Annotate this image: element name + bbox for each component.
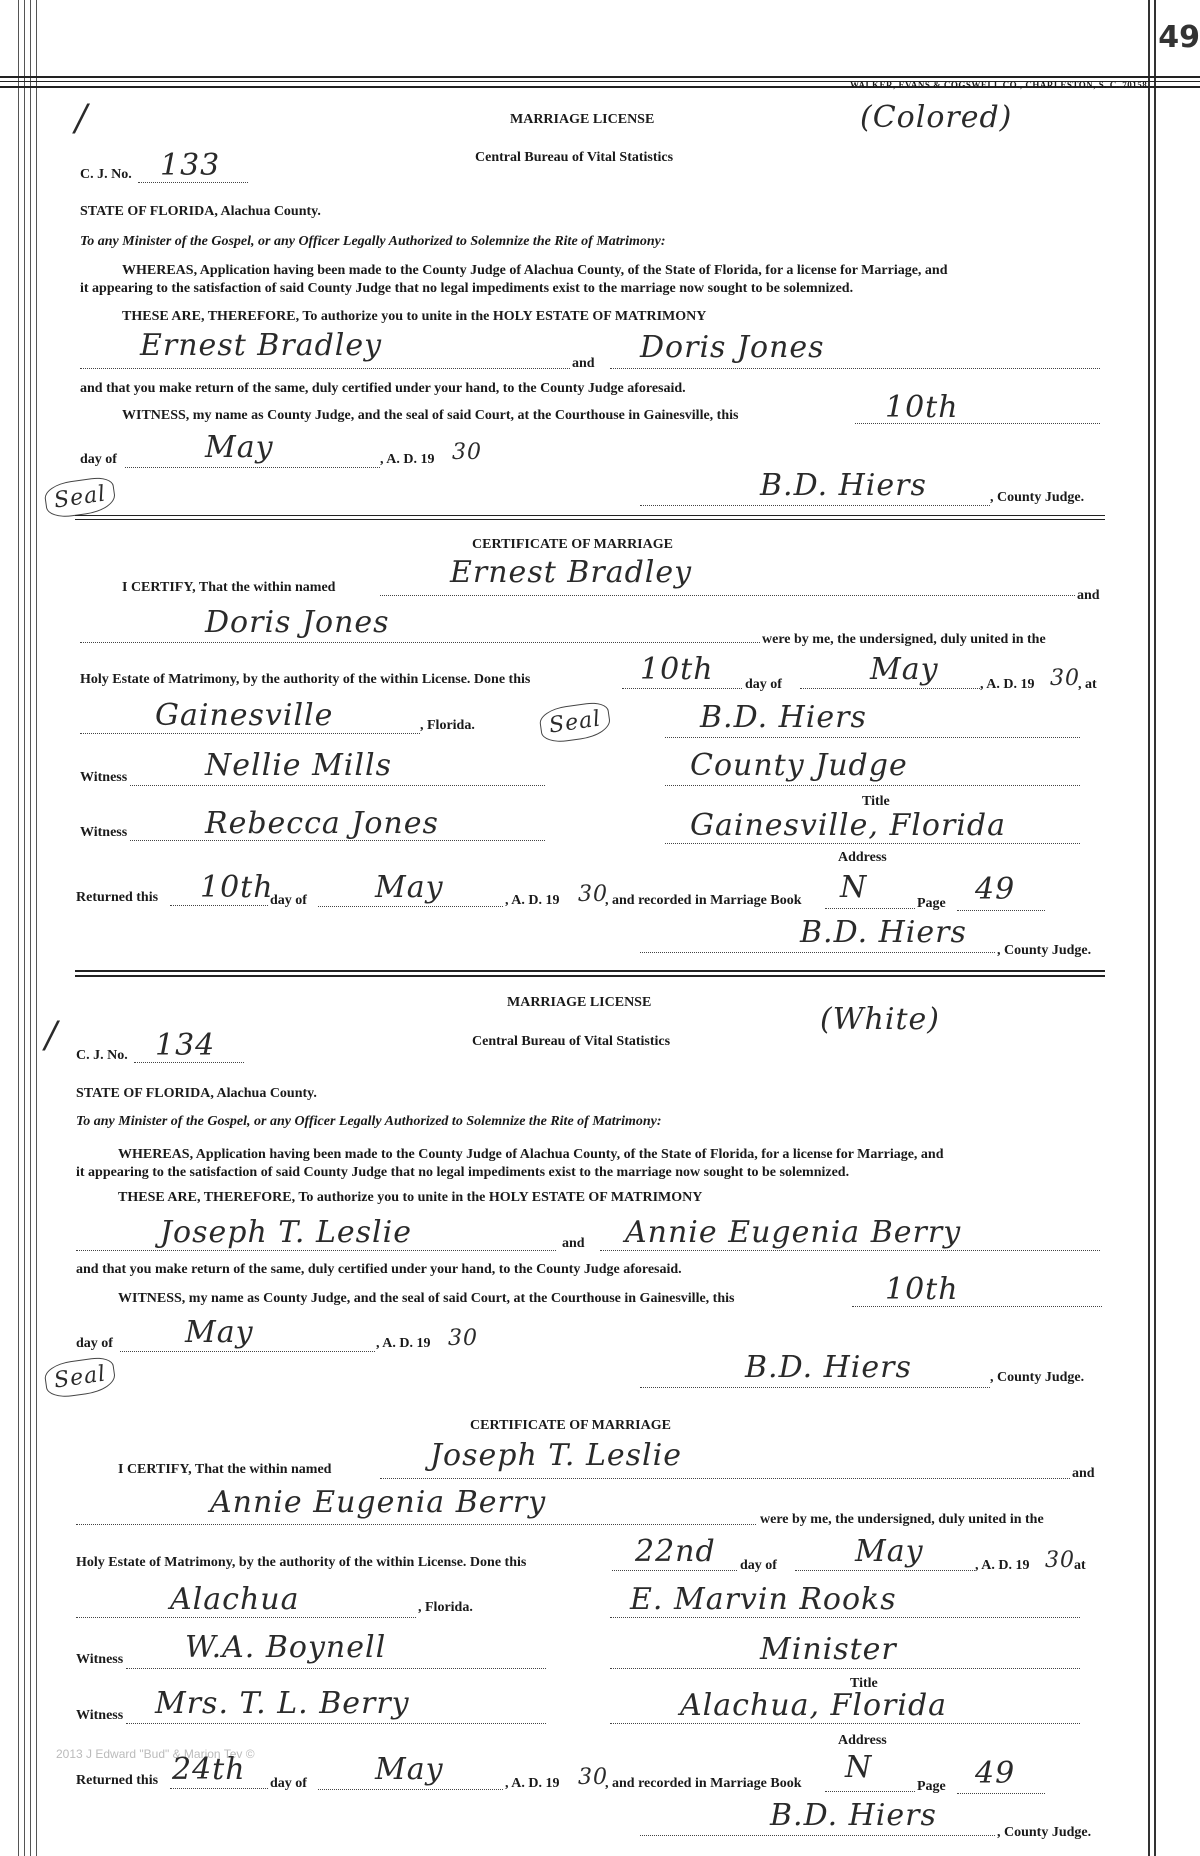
returned-day: 24th — [172, 1752, 246, 1787]
bureau-title: Central Bureau of Vital Statistics — [475, 150, 674, 165]
place-name: Gainesville — [155, 698, 334, 733]
bride-line — [610, 368, 1100, 369]
page-number: 49 — [1158, 20, 1200, 55]
to-any-line: To any Minister of the Gospel, or any Officer Legally Authorized to Solemnize the Rite of Matrimony: — [80, 234, 666, 249]
page-line — [957, 910, 1045, 911]
witness-line: WITNESS, my name as County Judge, and the seal of said Court, at the Courthouse in Gainesville, this — [118, 1291, 735, 1306]
groom-name: Ernest Bradley — [140, 328, 383, 363]
done-month: May — [855, 1534, 924, 1569]
witness-label-2: Witness — [76, 1708, 124, 1723]
page-number-entry: 49 — [975, 1756, 1016, 1791]
license-day-line — [852, 1306, 1102, 1307]
done-year: 30 — [1045, 1548, 1075, 1573]
done-ad-label: , A. D. 19 — [975, 1558, 1030, 1573]
returned-ad-label: , A. D. 19 — [505, 1776, 560, 1791]
witness-1-name: Nellie Mills — [205, 748, 392, 783]
section-rule — [75, 519, 1105, 520]
record-separator — [75, 975, 1105, 977]
bureau-title: Central Bureau of Vital Statistics — [472, 1034, 671, 1049]
license-title: MARRIAGE LICENSE — [507, 995, 652, 1010]
book-letter: N — [845, 1750, 873, 1785]
place-line — [80, 733, 420, 734]
book-letter: N — [840, 870, 868, 905]
officiant-address-line — [665, 843, 1080, 844]
returned-ad-label: , A. D. 19 — [505, 893, 560, 908]
address-label: Address — [838, 850, 887, 865]
book-line — [825, 908, 915, 909]
whereas-line-1: WHEREAS, Application having been made to the County Judge of Alachua County, of the State of Florida, for a license for Marriage, and — [122, 263, 948, 278]
page-line — [957, 1793, 1045, 1794]
page-number-entry: 49 — [975, 872, 1016, 907]
bride-name: Annie Eugenia Berry — [625, 1215, 962, 1250]
whereas-line-2: it appearing to the satisfaction of said County Judge that no legal impediments exist to the marriage now sought to be solemnized. — [76, 1165, 850, 1180]
cert-groom-name: Joseph T. Leslie — [430, 1438, 682, 1473]
witness-label-1: Witness — [76, 1652, 124, 1667]
tick-mark: / — [75, 98, 89, 139]
court-seal: Seal — [43, 475, 117, 519]
book-line — [825, 1791, 915, 1792]
witness-line: WITNESS, my name as County Judge, and the seal of said Court, at the Courthouse in Gainesville, this — [122, 408, 739, 423]
done-day-line — [622, 688, 742, 689]
groom-name: Joseph T. Leslie — [160, 1215, 412, 1250]
cert-title: CERTIFICATE OF MARRIAGE — [472, 537, 673, 552]
margin-line — [18, 0, 19, 1856]
witness-2-line — [126, 1723, 546, 1724]
done-day-of-label: day of — [745, 677, 782, 692]
cert-and-word: and — [1072, 1466, 1095, 1481]
recorded-line: , and recorded in Marriage Book — [605, 1776, 802, 1791]
done-day: 10th — [640, 652, 714, 687]
license-month-line — [120, 1351, 375, 1352]
officiant-title: Minister — [760, 1632, 897, 1667]
recorder-line — [640, 1835, 995, 1836]
address-label: Address — [838, 1733, 887, 1748]
done-day-of-label: day of — [740, 1558, 777, 1573]
title-label: Title — [850, 1676, 878, 1691]
race-note: (Colored) — [860, 100, 1013, 135]
ad-label: , A. D. 19 — [376, 1336, 431, 1351]
bride-name: Doris Jones — [640, 330, 825, 365]
returned-day-of-label: day of — [270, 1776, 307, 1791]
copyright-watermark: 2013 J Edward "Bud" & Marion Tev © — [56, 1747, 255, 1761]
tick-mark: / — [45, 1015, 59, 1056]
cert-seal: Seal — [538, 700, 612, 744]
officiant-title-line — [665, 785, 1080, 786]
officiant-signature: B.D. Hiers — [700, 700, 867, 735]
whereas-line-1: WHEREAS, Application having been made to the County Judge of Alachua County, of the State of Florida, for a license for Marriage, and — [118, 1147, 944, 1162]
florida-label: , Florida. — [418, 1600, 473, 1615]
cert-groom-line — [380, 595, 1075, 596]
cert-bride-line — [80, 642, 760, 643]
ad-label: , A. D. 19 — [380, 452, 435, 467]
license-day: 10th — [885, 390, 959, 425]
officiant-line — [610, 1617, 1080, 1618]
florida-label: , Florida. — [420, 718, 475, 733]
returned-month: May — [375, 870, 444, 905]
at-word: at — [1074, 1558, 1086, 1573]
returned-day: 10th — [200, 870, 274, 905]
done-year: 30 — [1050, 666, 1080, 691]
place-name: Alachua — [170, 1582, 300, 1617]
witness-2-line — [130, 840, 545, 841]
cert-bride-name: Doris Jones — [205, 605, 390, 640]
cert-groom-name: Ernest Bradley — [450, 555, 693, 590]
license-day: 10th — [885, 1272, 959, 1307]
recorder-title: , County Judge. — [997, 1825, 1092, 1840]
groom-line — [80, 368, 570, 369]
witness-2-name: Mrs. T. L. Berry — [155, 1686, 410, 1721]
county-judge-label: , County Judge. — [990, 490, 1085, 505]
returned-month-line — [318, 906, 503, 907]
officiant-title-line — [610, 1668, 1080, 1669]
returned-label: Returned this — [76, 1773, 159, 1788]
witness-label-2: Witness — [80, 825, 128, 840]
cert-bride-line — [76, 1524, 756, 1525]
these-are-line: THESE ARE, THEREFORE, To authorize you to unite in the HOLY ESTATE OF MATRIMONY — [122, 309, 707, 324]
recorder-line — [640, 952, 995, 953]
done-month-line — [800, 688, 980, 689]
witness-1-name: W.A. Boynell — [185, 1630, 387, 1665]
witness-2-name: Rebecca Jones — [205, 806, 439, 841]
return-line: and that you make return of the same, duly certified under your hand, to the County Judge aforesaid. — [76, 1262, 682, 1277]
cj-label: C. J. No. — [80, 167, 132, 182]
officiant-address: Gainesville, Florida — [690, 808, 1006, 843]
return-line: and that you make return of the same, duly certified under your hand, to the County Judge aforesaid. — [80, 381, 686, 396]
page-label: Page — [917, 896, 946, 911]
to-any-line: To any Minister of the Gospel, or any Officer Legally Authorized to Solemnize the Rite of Matrimony: — [76, 1114, 662, 1129]
done-ad-label: , A. D. 19 — [980, 677, 1035, 692]
holy-estate-line: Holy Estate of Matrimony, by the authority of the within License. Done this — [76, 1555, 527, 1570]
returned-month-line — [318, 1789, 503, 1790]
license-month: May — [205, 430, 274, 465]
officiant-address: Alachua, Florida — [680, 1688, 948, 1723]
top-rule — [0, 76, 1200, 78]
officiant-signature: E. Marvin Rooks — [630, 1582, 897, 1617]
returned-day-line — [170, 1788, 268, 1789]
were-by-me-line: were by me, the undersigned, duly united in the — [760, 1512, 1044, 1527]
bride-line — [600, 1250, 1100, 1251]
recorder-signature: B.D. Hiers — [770, 1798, 937, 1833]
day-of-label: day of — [76, 1336, 113, 1351]
witness-1-line — [130, 785, 545, 786]
license-day-line — [855, 423, 1100, 424]
court-seal: Seal — [43, 1355, 117, 1399]
cert-groom-line — [380, 1478, 1070, 1479]
cj-number: 133 — [160, 148, 221, 183]
officiant-line — [665, 737, 1080, 738]
margin-line — [1148, 0, 1150, 1856]
done-month-line — [795, 1570, 975, 1571]
judge-signature: B.D. Hiers — [745, 1350, 912, 1385]
at-word: , at — [1078, 677, 1097, 692]
margin-line — [36, 0, 37, 1856]
returned-year: 30 — [578, 882, 608, 907]
certify-line: I CERTIFY, That the within named — [118, 1462, 332, 1477]
these-are-line: THESE ARE, THEREFORE, To authorize you to unite in the HOLY ESTATE OF MATRIMONY — [118, 1190, 703, 1205]
cert-title: CERTIFICATE OF MARRIAGE — [470, 1418, 671, 1433]
page-label: Page — [917, 1779, 946, 1794]
printer-note: WALKER, EVANS & COGSWELL CO., CHARLESTON, S. C. 70158 — [850, 80, 1148, 90]
returned-year: 30 — [578, 1765, 608, 1790]
done-day: 22nd — [635, 1534, 716, 1569]
returned-month: May — [375, 1752, 444, 1787]
groom-line — [76, 1250, 556, 1251]
witness-1-line — [126, 1668, 546, 1669]
returned-day-line — [170, 905, 268, 906]
judge-signature: B.D. Hiers — [760, 468, 927, 503]
and-word: and — [562, 1236, 585, 1251]
margin-line — [30, 0, 31, 1856]
cert-bride-name: Annie Eugenia Berry — [210, 1485, 547, 1520]
holy-estate-line: Holy Estate of Matrimony, by the authority of the within License. Done this — [80, 672, 531, 687]
and-word: and — [572, 356, 595, 371]
license-year: 30 — [452, 440, 482, 465]
race-note: (White) — [820, 1002, 940, 1037]
license-month-line — [125, 467, 380, 468]
judge-line — [640, 1387, 990, 1388]
cert-and-word: and — [1077, 588, 1100, 603]
returned-day-of-label: day of — [270, 893, 307, 908]
were-by-me-line: were by me, the undersigned, duly united in the — [762, 632, 1046, 647]
section-rule — [75, 515, 1105, 516]
done-day-line — [612, 1570, 737, 1571]
returned-label: Returned this — [76, 890, 159, 905]
recorder-title: , County Judge. — [997, 943, 1092, 958]
title-label: Title — [862, 794, 890, 809]
recorded-line: , and recorded in Marriage Book — [605, 893, 802, 908]
cj-label: C. J. No. — [76, 1048, 128, 1063]
officiant-address-line — [610, 1723, 1080, 1724]
margin-line — [24, 0, 25, 1856]
county-judge-label: , County Judge. — [990, 1370, 1085, 1385]
cj-number: 134 — [155, 1028, 216, 1063]
license-title: MARRIAGE LICENSE — [510, 112, 655, 127]
day-of-label: day of — [80, 452, 117, 467]
license-month: May — [185, 1315, 254, 1350]
place-line — [76, 1617, 416, 1618]
officiant-title: County Judge — [690, 748, 908, 783]
certify-line: I CERTIFY, That the within named — [122, 580, 336, 595]
state-line: STATE OF FLORIDA, Alachua County. — [80, 204, 321, 219]
judge-line — [640, 505, 990, 506]
license-year: 30 — [448, 1326, 478, 1351]
whereas-line-2: it appearing to the satisfaction of said County Judge that no legal impediments exist to the marriage now sought to be solemnized. — [80, 281, 854, 296]
state-line: STATE OF FLORIDA, Alachua County. — [76, 1086, 317, 1101]
done-month: May — [870, 652, 939, 687]
margin-line — [1154, 0, 1156, 1856]
witness-label-1: Witness — [80, 770, 128, 785]
record-separator — [75, 970, 1105, 972]
recorder-signature: B.D. Hiers — [800, 915, 967, 950]
